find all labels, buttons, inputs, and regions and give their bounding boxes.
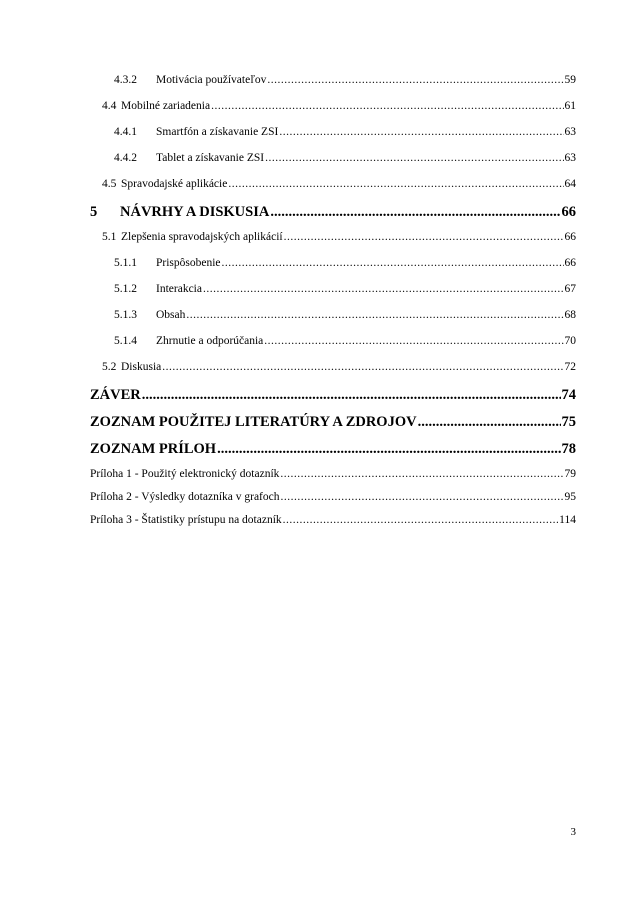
toc-entry-page: 72 [564,361,576,373]
toc-entry-title: Príloha 3 - Štatistiky prístupu na dotazník [90,514,282,526]
toc-entry-page: 78 [561,441,576,457]
toc-entry-page: 75 [561,414,576,430]
toc-entry-5-2[interactable] [90,361,576,387]
toc-entry-title: Príloha 2 - Výsledky dotazníka v grafoch [90,491,280,503]
toc-entry-title: Motivácia používateľov [156,74,267,86]
dot-leader [142,387,561,404]
toc-entry-page: 64 [564,178,576,190]
toc-entry-title: Mobilné zariadenia [121,100,211,112]
toc-entry-4-4-1[interactable] [90,126,576,152]
dot-leader [211,100,563,112]
dot-leader [267,74,563,86]
toc-entry-page: 66 [564,257,576,269]
toc-entry-number: 5.2 [102,361,117,373]
toc-entry-number: 5.1.1 [114,257,137,269]
toc-entry-5-1-1[interactable] [90,257,576,283]
toc-entry-page: 70 [564,335,576,347]
toc-entry-page: 67 [564,283,576,295]
toc-entry-page: 79 [564,468,576,480]
toc-entry-5-1-2[interactable] [90,283,576,309]
toc-entry-4-3-2[interactable] [90,74,576,100]
toc-entry-title: Smartfón a získavanie ZSI [156,126,279,138]
toc-entry-number: 4.4.2 [114,152,137,164]
toc-entry-prilohy[interactable] [90,441,576,468]
toc-entry-title: Zlepšenia spravodajských aplikácií [121,231,283,243]
toc-entry-priloha-2[interactable] [90,491,576,514]
dot-leader [228,178,563,190]
toc-entry-page: 63 [564,152,576,164]
toc-entry-4-4-2[interactable] [90,152,576,178]
toc-entry-5[interactable] [90,204,576,231]
toc-entry-number: 5.1 [102,231,117,243]
toc-entry-priloha-1[interactable] [90,468,576,491]
page-number: 3 [570,826,576,838]
toc-entry-page: 63 [564,126,576,138]
toc-entry-page: 68 [564,309,576,321]
toc-entry-4-5[interactable] [90,178,576,204]
toc-entry-page: 59 [564,74,576,86]
toc-entry-title: Obsah [156,309,186,321]
toc-entry-priloha-3[interactable] [90,514,576,537]
toc-entry-page: 74 [561,387,576,403]
toc-entry-number: 5.1.4 [114,335,137,347]
dot-leader [265,152,563,164]
dot-leader [279,126,563,138]
toc-entry-zaver[interactable] [90,387,576,414]
toc-entry-title: ZOZNAM POUŽITEJ LITERATÚRY A ZDROJOV [90,414,417,430]
toc-entry-number: 4.3.2 [114,74,137,86]
toc-entry-page: 61 [564,100,576,112]
dot-leader [283,514,559,526]
toc-entry-literatura[interactable] [90,414,576,441]
toc-entry-title: NÁVRHY A DISKUSIA [120,204,270,220]
toc-entry-page: 66 [564,231,576,243]
dot-leader [280,468,563,480]
dot-leader [203,283,564,295]
toc-entry-title: Spravodajské aplikácie [121,178,228,190]
toc-entry-number: 4.5 [102,178,117,190]
dot-leader [186,309,563,321]
toc-entry-4-4[interactable] [90,100,576,126]
toc-entry-number: 4.4 [102,100,117,112]
toc-entry-title: ZOZNAM PRÍLOH [90,441,217,457]
dot-leader [281,491,564,503]
dot-leader [284,231,564,243]
dot-leader [418,414,561,431]
toc-entry-title: Tablet a získavanie ZSI [156,152,265,164]
toc-entry-number: 4.4.1 [114,126,137,138]
toc-entry-page: 66 [561,204,576,220]
dot-leader [162,361,563,373]
dot-leader [264,335,563,347]
toc-entry-title: Diskusia [121,361,162,373]
toc-entry-number: 5.1.3 [114,309,137,321]
toc-entry-page: 95 [564,491,576,503]
dot-leader [270,204,560,221]
toc-entry-5-1-3[interactable] [90,309,576,335]
table-of-contents [90,74,576,537]
toc-entry-title: Zhrnutie a odporúčania [156,335,264,347]
toc-entry-title: ZÁVER [90,387,141,403]
toc-entry-number: 5.1.2 [114,283,137,295]
toc-entry-number: 5 [90,204,98,220]
toc-entry-5-1-4[interactable] [90,335,576,361]
dot-leader [222,257,564,269]
toc-entry-title: Interakcia [156,283,202,295]
toc-entry-page: 114 [559,514,576,526]
toc-entry-title: Prispôsobenie [156,257,221,269]
toc-entry-title: Príloha 1 - Použitý elektronický dotazník [90,468,280,480]
toc-entry-5-1[interactable] [90,231,576,257]
dot-leader [217,441,560,458]
